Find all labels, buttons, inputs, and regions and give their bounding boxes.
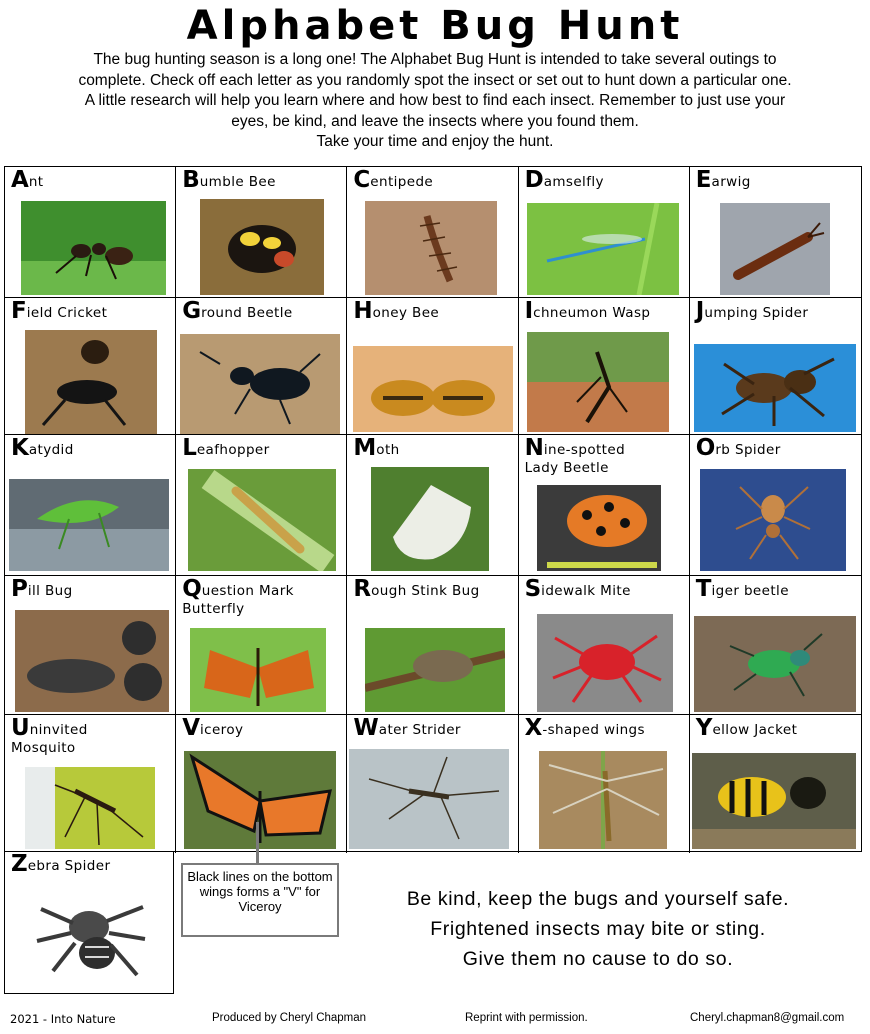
safety-message bbox=[350, 884, 846, 974]
bug-label: Moth bbox=[353, 435, 400, 461]
x-shaped-wings-photo bbox=[539, 751, 667, 849]
intro-text bbox=[14, 50, 856, 153]
moth-photo bbox=[371, 467, 489, 571]
bug-cell-butterfly[interactable] bbox=[176, 576, 347, 715]
bug-cell-moth[interactable] bbox=[347, 435, 518, 576]
bug-label: Tiger beetle bbox=[695, 576, 789, 602]
orb-spider-photo bbox=[700, 469, 846, 571]
bug-label: Nine-spotted Lady Beetle bbox=[524, 435, 626, 476]
bug-cell-sidewalk-mite[interactable] bbox=[519, 576, 690, 715]
honey-bee-photo bbox=[353, 346, 513, 432]
bug-cell-ichneumon-wasp[interactable] bbox=[519, 298, 690, 435]
safety-line: Give them no cause to do so. bbox=[462, 948, 734, 970]
earwig-photo bbox=[720, 203, 830, 295]
bug-label: Field Cricket bbox=[11, 298, 108, 324]
bug-cell-jumping-spider[interactable] bbox=[690, 298, 861, 435]
bug-cell-orb-spider[interactable] bbox=[690, 435, 861, 576]
bug-cell-zebra-spider[interactable] bbox=[4, 851, 174, 994]
bug-cell-earwig[interactable] bbox=[690, 167, 861, 298]
ichneumon-wasp-photo bbox=[527, 332, 669, 432]
bug-grid bbox=[4, 166, 862, 852]
bug-label: Leafhopper bbox=[182, 435, 270, 461]
bug-cell-katydid[interactable] bbox=[5, 435, 176, 576]
leafhopper-photo bbox=[188, 469, 336, 571]
field-cricket-photo bbox=[25, 330, 157, 434]
jumping-spider-photo bbox=[694, 344, 856, 432]
viceroy-photo bbox=[184, 751, 336, 849]
footer-reprint: Reprint with permission. bbox=[465, 1012, 588, 1024]
viceroy-callout: Black lines on the bottom wings forms a "V" for Viceroy bbox=[181, 863, 339, 937]
damselfly-photo bbox=[527, 203, 679, 295]
sidewalk-mite-photo bbox=[537, 614, 673, 712]
bug-label: Ground Beetle bbox=[182, 298, 293, 324]
tiger-beetle-photo bbox=[694, 616, 856, 712]
footer-copyright: 2021 - Into Nature bbox=[10, 1012, 116, 1026]
butterfly-photo bbox=[190, 628, 326, 712]
bug-label: Zebra Spider bbox=[11, 851, 111, 877]
bug-label: Rough Stink Bug bbox=[353, 576, 480, 602]
rough-stink-bug-photo bbox=[365, 628, 505, 712]
bug-label: Sidewalk Mite bbox=[524, 576, 631, 602]
bug-cell-ground-beetle[interactable] bbox=[176, 298, 347, 435]
intro-line: complete. Check off each letter as you randomly spot the insect or set out to hunt down a particular one. bbox=[78, 71, 792, 89]
bug-cell-ant[interactable] bbox=[5, 167, 176, 298]
bug-label: Yellow Jacket bbox=[695, 715, 798, 741]
bug-cell-x-shaped-wings[interactable] bbox=[519, 715, 690, 853]
bug-cell-bumble-bee[interactable] bbox=[176, 167, 347, 298]
callout-pointer bbox=[256, 822, 259, 864]
yellow-jacket-photo bbox=[692, 753, 856, 849]
bug-label: Damselfly bbox=[524, 167, 604, 193]
safety-line: Be kind, keep the bugs and yourself safe. bbox=[406, 888, 790, 910]
bug-label: Uninvited Mosquito bbox=[11, 715, 88, 756]
pill-bug-photo bbox=[15, 610, 169, 712]
bug-label: Bumble Bee bbox=[182, 167, 276, 193]
bug-cell-viceroy[interactable] bbox=[176, 715, 347, 853]
bug-label: Ichneumon Wasp bbox=[524, 298, 651, 324]
bug-label: X-shaped wings bbox=[524, 715, 645, 741]
footer-producer: Produced by Cheryl Chapman bbox=[212, 1012, 367, 1024]
bug-cell-field-cricket[interactable] bbox=[5, 298, 176, 435]
bug-cell-pill-bug[interactable] bbox=[5, 576, 176, 715]
bug-label: Viceroy bbox=[182, 715, 244, 741]
footer-email[interactable]: Cheryl.chapman8@gmail.com bbox=[690, 1012, 845, 1024]
bug-label: Pill Bug bbox=[11, 576, 73, 602]
mosquito-photo bbox=[25, 767, 155, 849]
bug-label: Honey Bee bbox=[353, 298, 440, 324]
intro-line: Take your time and enjoy the hunt. bbox=[316, 133, 554, 150]
bug-label: Ant bbox=[11, 167, 44, 193]
water-strider-photo bbox=[349, 749, 509, 849]
bug-cell-yellow-jacket[interactable] bbox=[690, 715, 861, 853]
intro-line: eyes, be kind, and leave the insects where you found them. bbox=[231, 112, 639, 130]
zebra-spider-photo bbox=[27, 887, 155, 987]
bug-cell-centipede[interactable] bbox=[347, 167, 518, 298]
bug-cell-leafhopper[interactable] bbox=[176, 435, 347, 576]
bug-label: Question Mark Butterfly bbox=[182, 576, 294, 617]
intro-line: A little research will help you learn where and how best to find each insect. Remember to just use your bbox=[84, 92, 786, 109]
bug-cell-water-strider[interactable] bbox=[347, 715, 518, 853]
bug-label: Centipede bbox=[353, 167, 434, 193]
bug-cell-damselfly[interactable] bbox=[519, 167, 690, 298]
bug-cell-rough-stink-bug[interactable] bbox=[347, 576, 518, 715]
bumble-bee-photo bbox=[200, 199, 324, 295]
safety-line: Frightened insects may bite or sting. bbox=[430, 918, 766, 940]
centipede-photo bbox=[365, 201, 497, 295]
bug-label: Earwig bbox=[695, 167, 751, 193]
bug-label: Orb Spider bbox=[695, 435, 781, 461]
bug-cell-ladybug[interactable] bbox=[519, 435, 690, 576]
ladybug-photo bbox=[537, 485, 661, 571]
page-title: Alphabet Bug Hunt bbox=[186, 3, 684, 49]
ground-beetle-photo bbox=[180, 334, 340, 434]
bug-cell-honey-bee[interactable] bbox=[347, 298, 518, 435]
bug-label: Jumping Spider bbox=[695, 298, 809, 324]
bug-cell-mosquito[interactable] bbox=[5, 715, 176, 853]
katydid-photo bbox=[9, 479, 169, 571]
bug-label: Katydid bbox=[11, 435, 74, 461]
intro-line: The bug hunting season is a long one! The Alphabet Bug Hunt is intended to take several outings to bbox=[93, 51, 777, 68]
bug-cell-tiger-beetle[interactable] bbox=[690, 576, 861, 715]
bug-label: Water Strider bbox=[353, 715, 461, 741]
ant-photo bbox=[21, 201, 166, 295]
